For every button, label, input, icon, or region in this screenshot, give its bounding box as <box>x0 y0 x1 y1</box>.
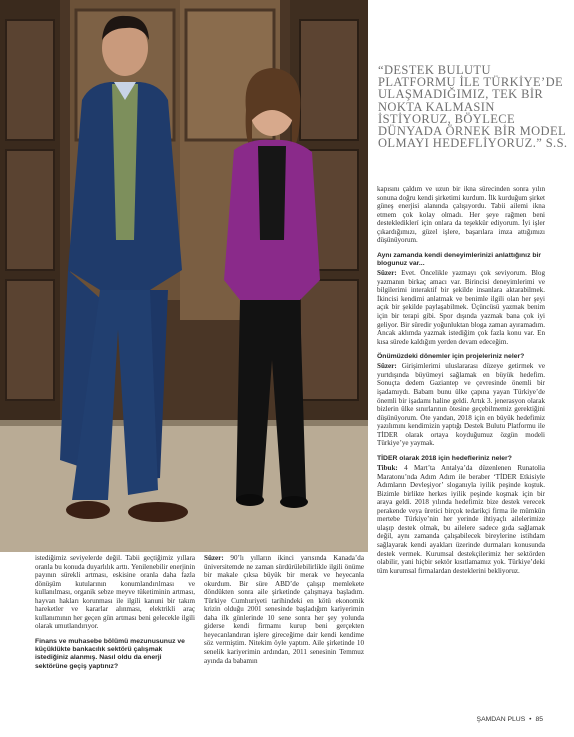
speaker-label: Süzer: <box>377 269 397 278</box>
answer-text: Evet. Öncelikle yazmayı çok seviyorum. Blog yazmanın birkaç amacı var. Birincisi deneyimlerimi ve bilgilerimi interaktif bir şekilde insanlara aktarabilmek. İkincisi kendimi anlatmak ve benimle ilgili olan her şeyi açık bir şekilde paylaşabilmek. Üçüncüsü yazmak benim için bir terapi gibi. Spor dışında yazmak bana çok iyi geliyor. Bir süredir yoğunluktan bloga zaman ayıramadım. Ancak aklımda yazmak istediğim çok fazla konu var. En kısa sürede kaldığım yerden devam edeceğim. <box>377 269 545 346</box>
pull-quote: “DESTEK BULUTU PLATFORMU İLE TÜRKİYE’DE ULAŞMADIĞIMIZ, TEK BİR NOKTA KALMASIN İSTİYORUZ, BÖYLECE DÜNYADA ÖRNEK BİR MODEL OLMAYI HEDEFLİYORUZ.” S.S. <box>378 63 568 151</box>
cover-photo <box>0 0 368 552</box>
speaker-label: Süzer: <box>377 362 397 371</box>
interview-question: TİDER olarak 2018 için hedefleriniz neler? <box>377 454 512 462</box>
article-column-left <box>35 554 195 672</box>
speaker-label: Süzer: <box>204 554 224 562</box>
article-column-middle <box>204 554 364 665</box>
photo-illustration <box>0 0 368 552</box>
interview-answer <box>204 554 364 665</box>
paragraph: istediğimiz seviyelerde değil. Tabii geçtiğimiz yıllara oranla bu konuda duyarlılık arttı. Yenilenebilir enerjinin payının sürekli artması, eskisine oranla daha fazla dönüşüm kutularının konumlandırılması ve kullanılması, organik sebze meyve tüketiminin artması, hayvan hakları korunması ile ilgili kanuni bir takım hareketler ve kararlar alınması, elektrikli araç kullanımının her geçen gün artması beni gelecekle ilgili olarak umutlandırıyor. <box>35 554 195 631</box>
speaker-label: Tibuk: <box>377 464 398 473</box>
interview-answer <box>377 362 545 447</box>
answer-text: 4 Mart’ta Antalya’da düzenlenen Runatolia Maratonu’nda Adım Adım ile beraber ‘TİDER Etkisiyle Adımların Devleşiyor’ sloganıyla iyilik peşinde koştuk. Bizimle birlikte herkes iyilik peşinde koşmak için bir araya geldi. 2018 yılında hedefimiz bize destek verecek perakende veya üretici birçok tedarikçi firma ile mümkün mertebe Türkiye’nin her yerinde ihtiyaçlı ailelerimize ulaşıp destek olmak, bu ailelere sadece gıda sağlamak değil, aynı zamanda çalışabilecek bireylerine istihdam sağlayarak kendi ayakları üzerinde durmaları konusunda destek vermek. Kurumsal destekçilerimiz her sektörden olabilir, yani hiçbir sektör kısıtlamamız yok. Türkiye’deki tüm kurumsal firmalardan desteklerini bekliyoruz. <box>377 464 545 575</box>
interview-question: Aynı zamanda kendi deneyimlerinizi anlattığınız bir blogunuz var... <box>377 251 542 268</box>
interview-question: Önümüzdeki dönemler için projeleriniz neler? <box>377 353 525 361</box>
article-column-right <box>377 185 545 575</box>
interview-answer <box>377 464 545 575</box>
page-number: 85 <box>535 716 543 723</box>
magazine-name: ŞAMDAN PLUS <box>476 716 526 723</box>
footer-separator: • <box>529 716 532 723</box>
interview-answer <box>377 269 545 346</box>
paragraph: kapısını çaldım ve uzun bir ikna sürecinden sonra yılın sonuna doğru kendi şirketimi kurdum. İlk kurduğum şirket güneş enerjisi alanında çalışıyordu. Tabii ailemi ikna etmem çok kolay olmadı. Her şeye rağmen beni desteklediklerí için onlara da teşekkür ediyorum. İyi işler çıkardığımızı, güzel işlere, başarılara imza attığımızı düşünüyorum. <box>377 185 545 245</box>
page-footer <box>477 716 543 723</box>
interview-question: Finans ve muhasebe bölümü mezunusunuz ve küçüklükte bankacılık sektörü çalışmak istediğiniz alanmış. Nasıl oldu da enerji sektörüne geçiş yaptınız? <box>35 637 185 670</box>
answer-text: 90’lı yılların ikinci yarısında Kanada’da üniversitemde ne zaman sürdürülebilirlikle ilgili önüme bir makale çıksa büyük bir merak ve heyecanla okurdum. Bir süre ABD’de çalışıp memlekete döndükten sonra aile şirketinde çalışmaya başladım. Türkiye Cumhuriyeti tarihindeki en kötü ekonomik krizin olduğu 2001 senesinde başladığım kariyerimin daha ilk günlerinde 10 sene sonra her şey yolunda giderse kendi firmamı kurup beni gerçekten heyecanlandıran işlere gireceğime dair kendi kendime söz vermiştim. Nitekim öyle yaptım. Aile şirketinde 10 senelik kariyerimin ardından, 2011 senesinin Temmuz ayında da babamın <box>204 554 364 665</box>
answer-text: Girişimlerimi uluslararası düzeye getirmek ve yurtdışında büyümeyi sağlamak en büyük hedefim. Sonuçta dedem Gaziantep ve çevresinde önemli bir işadamıydı. Babam bunu ülke çapına yayan Türkiye’de önemli bir işadamı haline geldi. Artık 3. jenerasyon olarak bizlerin ülke sınırlarının ötesine geçebilmemiz gerektiğini düşünüyorum. Öte yandan, 2018 için en büyük hedefimiz yazılımını kendimizin yaptığı Destek Bulutu Platformu ile TİDER olarak ortaya koyduğumuz özgün modeli Türkiye’ye yaymak. <box>377 362 545 448</box>
